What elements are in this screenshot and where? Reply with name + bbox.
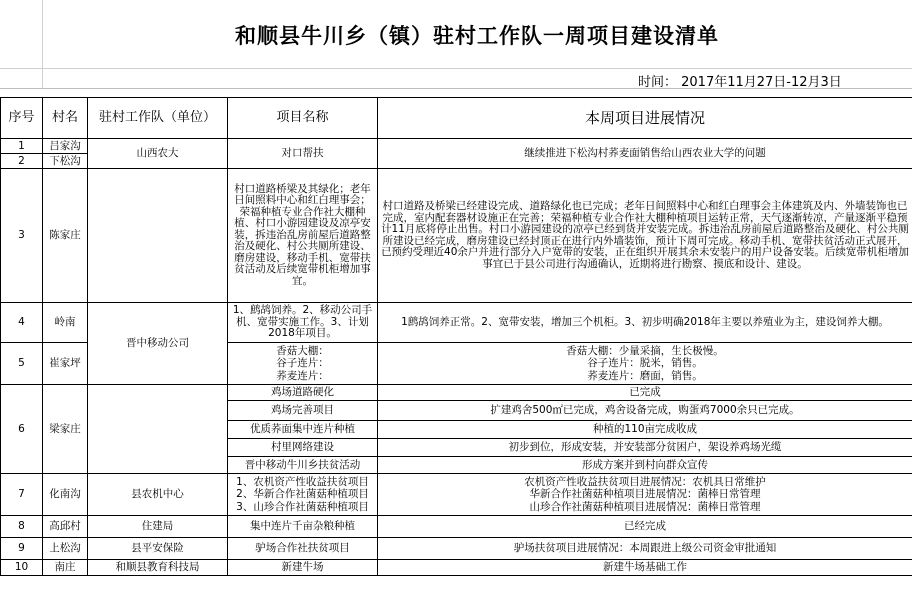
seq-cell: 5: [1, 343, 43, 385]
seq-cell: 2: [1, 154, 43, 169]
village-cell: 陈家庄: [43, 169, 88, 303]
col-header-seq: 序号: [1, 98, 43, 139]
progress-cell: 新建牛场基础工作: [378, 560, 912, 576]
sheet-header: [0, 0, 912, 89]
village-cell: 吕家沟: [43, 139, 88, 154]
progress-line: 荞麦连片：磨面，销售。: [587, 369, 703, 382]
col-header-team: 驻村工作队（单位）: [88, 98, 228, 139]
village-cell: 南庄: [43, 560, 88, 576]
village-cell: 上松沟: [43, 538, 88, 560]
seq-cell: 9: [1, 538, 43, 560]
team-cell: 县农机中心: [88, 474, 228, 516]
village-cell: 梁家庄: [43, 385, 88, 474]
project-cell: [228, 474, 378, 516]
progress-line: 谷子连片：脱米，销售。: [587, 357, 703, 370]
sheet-title: 和顺县牛川乡（镇）驻村工作队一周项目建设清单: [235, 24, 719, 48]
seq-cell: 1: [1, 139, 43, 154]
project-cell: 晋中移动牛川乡扶贫活动: [228, 457, 378, 474]
table-row: [1, 385, 912, 401]
col-header-village: 村名: [43, 98, 88, 139]
progress-cell: 扩建鸡舍500㎡已完成，鸡舍设备完成，购蛋鸡7000余只已完成。: [378, 401, 912, 421]
progress-cell: 驴场扶贫项目进展情况：本周跟进上级公司资金审批通知: [378, 538, 912, 560]
table-row: [1, 169, 912, 303]
progress-cell: [378, 343, 912, 385]
project-cell: 鸡场完善项目: [228, 401, 378, 421]
progress-cell: 继续推进下松沟村荞麦面销售给山西农业大学的问题: [378, 139, 912, 169]
progress-cell: [378, 474, 912, 516]
progress-cell: 种植的110亩完成收成: [378, 421, 912, 439]
seq-cell: 7: [1, 474, 43, 516]
project-line: 谷子连片：: [276, 357, 329, 370]
table-row: [1, 538, 912, 560]
village-cell: 化南沟: [43, 474, 88, 516]
progress-line: 华新合作社菌菇种植项目进展情况：菌棒日常管理: [529, 488, 761, 501]
progress-cell: 村口道路及桥梁已经建设完成、道路绿化也已完成；老年日间照料中心和红白理事会主体建筑及内、外墙装饰也已完成，室内配套器材设施正在完善；荣福种植专业合作社大棚种植项目运转正常，天气逐渐转凉，产量逐渐平稳预计11月底将停止出售。村口小游园建设的凉亭已经到货并安装完成。拆违治乱房前屋后道路整治及硬化、村公共厕所建设已经完成，磨房建设已经封顶正在进行内外墙装饰，预计下周可完成。移动手机、宽带扶贫活动正式展开，已预约受理近40余户并进行部分入户宽带的安装，正在组织开展其余未安装户的用户设备安装。后续宽带机柜增加事宜已于县公司进行沟通确认，近期将进行勘察、摸底和设计、建设。: [378, 169, 912, 303]
project-cell: 新建牛场: [228, 560, 378, 576]
progress-cell: 1鹧鸪饲养正常。2、宽带安装，增加三个机柜。3、初步明确2018年主要以养殖业为主，建设饲养大棚。: [378, 303, 912, 343]
table-row: [1, 139, 912, 154]
progress-line: 香菇大棚：少量采摘，生长极慢。: [566, 344, 724, 357]
village-cell: 下松沟: [43, 154, 88, 169]
team-cell: 和顺县教育科技局: [88, 560, 228, 576]
village-cell: 高邱村: [43, 516, 88, 538]
project-cell: 村里网络建设: [228, 439, 378, 457]
project-line: 3、山珍合作社菌菇种植项目: [236, 500, 369, 513]
project-cell: [228, 343, 378, 385]
project-cell: 优质荞面集中连片种植: [228, 421, 378, 439]
project-line: 荞麦连片：: [276, 369, 329, 382]
team-cell: 晋中移动公司: [88, 303, 228, 385]
village-cell: 岭南: [43, 303, 88, 343]
project-cell: 1、鹧鸪饲养。2、移动公司手机、宽带实施工作。3、计划2018年项目。: [228, 303, 378, 343]
project-cell: 驴场合作社扶贫项目: [228, 538, 378, 560]
seq-cell: 8: [1, 516, 43, 538]
project-cell: 村口道路桥梁及其绿化；老年日间照料中心和红白理事会；荣福种植专业合作社大棚种植、村口小游园建设及凉亭安装，拆违治乱房前屋后道路整治及硬化、村公共厕所建设、磨房建设，移动手机、宽带扶贫活动及后续宽带机柜增加事宜。: [228, 169, 378, 303]
time-range: 时间： 2017年11月27日-12月3日: [638, 75, 842, 90]
seq-cell: 4: [1, 303, 43, 343]
seq-cell: 6: [1, 385, 43, 474]
project-table: [0, 97, 912, 576]
progress-line: 农机资产性收益扶贫项目进展情况：农机具日常维护: [524, 475, 766, 488]
project-line: 2、华新合作社菌菇种植项目: [236, 488, 369, 501]
seq-cell: 3: [1, 169, 43, 303]
table-row: [1, 474, 912, 516]
table-row: [1, 516, 912, 538]
project-line: 1、农机资产性收益扶贫项目: [236, 475, 369, 488]
team-cell: 县平安保险: [88, 538, 228, 560]
team-cell: 山西农大: [88, 139, 228, 169]
col-header-project: 项目名称: [228, 98, 378, 139]
village-cell: 崔家坪: [43, 343, 88, 385]
progress-line: 山珍合作社菌菇种植项目进展情况：菌棒日常管理: [529, 500, 761, 513]
team-cell: [88, 169, 228, 303]
progress-cell: 已经完成: [378, 516, 912, 538]
table-row: [1, 560, 912, 576]
col-header-progress: 本周项目进展情况: [378, 98, 912, 139]
project-line: 香菇大棚：: [276, 344, 329, 357]
progress-cell: 形成方案并到村向群众宣传: [378, 457, 912, 474]
team-cell: 住建局: [88, 516, 228, 538]
project-cell: 对口帮扶: [228, 139, 378, 169]
header-row: [1, 98, 912, 139]
seq-cell: 10: [1, 560, 43, 576]
time-bar: [0, 68, 912, 89]
table-row: [1, 303, 912, 343]
progress-cell: 初步到位，形成安装，并安装部分贫困户，架设养鸡场光缆: [378, 439, 912, 457]
team-cell: [88, 385, 228, 474]
project-cell: 集中连片千亩杂粮种植: [228, 516, 378, 538]
progress-cell: 已完成: [378, 385, 912, 401]
project-cell: 鸡场道路硬化: [228, 385, 378, 401]
